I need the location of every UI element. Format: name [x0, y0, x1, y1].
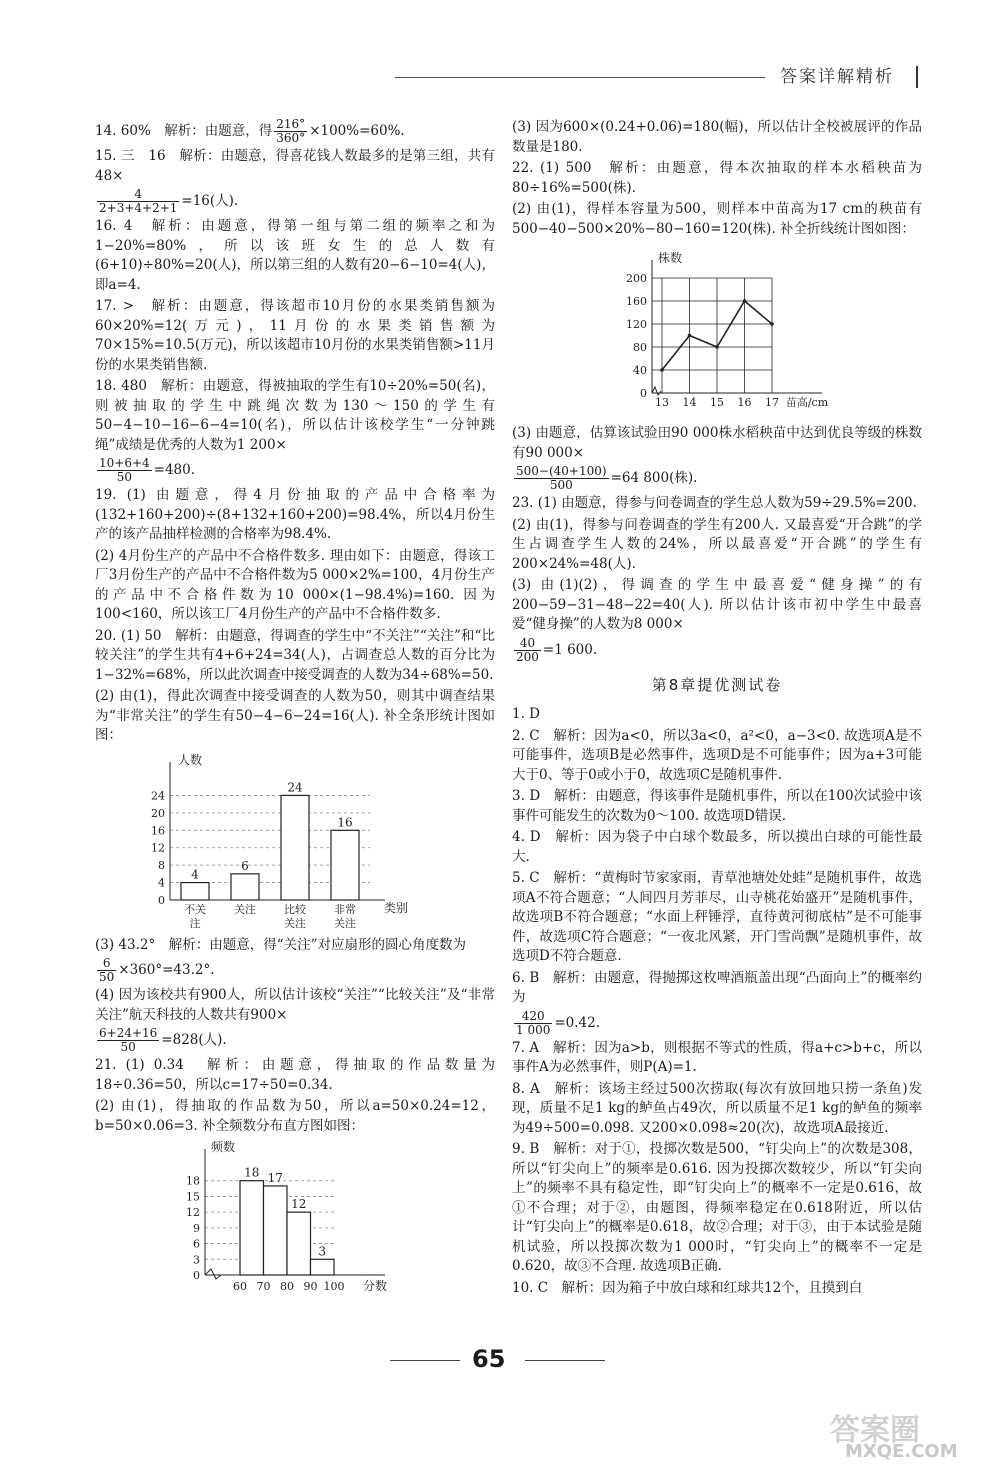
answer-text: =64 800(株).	[610, 470, 698, 486]
y-tick-label: 4	[158, 876, 165, 890]
y-tick-label: 20	[151, 806, 165, 820]
answer-text: 16. 4 解析：由题意，得第一组与第二组的频率之和为1−20%=80%，所以该班女生的总人数有(6+10)÷80%=20(人)，所以第三组的人数有20−6−10=4(人)，即a=4.	[95, 218, 495, 293]
answer-text: =16(人).	[181, 193, 239, 209]
fraction	[97, 188, 179, 215]
answer-r22c	[512, 424, 922, 463]
answer-a4	[512, 828, 922, 867]
answer-r22d	[512, 465, 922, 492]
answer-text: 1. D	[512, 706, 540, 722]
answer-p20e	[95, 986, 495, 1025]
y-tick-label: 16	[151, 823, 165, 837]
y-tick-label: 8	[158, 858, 165, 872]
fraction-numerator: 500−(40+100)	[516, 464, 607, 478]
bar-chart-attention	[95, 750, 409, 930]
page-number-line-right	[525, 1360, 605, 1361]
answer-p21b	[95, 1097, 495, 1136]
answer-r21c	[512, 118, 922, 157]
x-tick-label: 90	[303, 1280, 318, 1293]
answer-text: 22. (1) 500 解析：由题意，得本次抽取的样本水稻秧苗为80÷16%=500(株).	[512, 160, 922, 196]
answer-text: (3) 43.2° 解析：由题意，得“关注”对应扇形的圆心角度数为	[95, 936, 467, 953]
answer-text: ×100%=60%.	[309, 123, 405, 139]
y-axis-label: 株数	[658, 251, 683, 265]
y-tick-label: 6	[193, 1237, 200, 1251]
answer-p19b	[95, 547, 495, 625]
answer-text: (3) 由题意，估算该试验田90 000株水稻秧苗中达到优良等级的株数有90 000×	[512, 425, 922, 461]
answer-p16	[95, 217, 495, 295]
fraction-numerator: 6+24+16	[99, 1026, 158, 1040]
data-point	[770, 322, 774, 326]
y-tick-label: 0	[158, 893, 165, 907]
x-tick-label: 关注	[284, 916, 306, 930]
answer-text: (2) 由(1)，得参与问卷调查的学生有200人. 又最喜爱“开合跳”的学生占调查学生人数的24%，所以最喜爱“开合跳”的学生有200×24%=48(人).	[512, 516, 922, 572]
watermark-site: MXQE.COM	[845, 1441, 958, 1462]
y-tick-label: 12	[186, 1206, 200, 1220]
answer-a7	[512, 1039, 922, 1078]
x-tick-label: 关注	[334, 916, 356, 930]
answer-a9	[512, 1140, 922, 1277]
header-title: 答案详解精析	[780, 67, 894, 87]
answer-text: 17. > 解析：由题意，得该超市10月份的水果类销售额为60×20%=12(万元)，11月份的水果类销售额为70×15%=10.5(万元)，所以该超市10月份的水果类销售额>11月份的水果类销售额.	[95, 298, 495, 373]
fraction-numerator: 4	[97, 188, 179, 202]
answer-text: 14. 60% 解析：由题意，得	[95, 123, 273, 139]
answer-r22a	[512, 159, 922, 198]
answer-p19a	[95, 486, 495, 545]
answer-p20a	[95, 627, 495, 686]
answer-text: 19. (1) 由题意，得4月份抽取的产品中合格率为(132+160+200)÷(8+132+160+200)=98.4%，所以4月份生产的该产品抽样检测的合格率为98.4%.	[95, 487, 495, 542]
bar-value-label: 18	[244, 1165, 260, 1180]
answer-text: 7. A 解析：因为a>b，则根据不等式的性质，得a+c>b+c，所以事件A为必然事件，则P(A)=1.	[512, 1039, 922, 1075]
x-tick-label: 100	[323, 1280, 345, 1293]
fraction-numerator: 10+6+4	[99, 456, 150, 470]
watermark-logo: 答案圈	[830, 1413, 920, 1448]
fraction	[274, 118, 307, 145]
answer-p18	[95, 377, 495, 455]
answer-text: (2) 由(1)，得抽取的作品数为50，所以a=50×0.24=12，b=50×0.06=3. 补全频数分布直方图如图：	[95, 1098, 495, 1134]
line-chart-seedlings	[512, 243, 829, 418]
answer-a6b	[512, 1010, 922, 1037]
answer-r23b	[512, 516, 922, 575]
answer-text: 2. C 解析：因为a<0，所以3a<0，a²<0，a−3<0. 故选项A是不可能事件，选项B是必然事件，选项D是不可能事件；因为a+3可能大于0、等于0或小于0，故选项C是随机事件.	[512, 727, 922, 783]
data-point	[660, 368, 664, 372]
answer-p20d	[95, 957, 495, 984]
x-tick-label: 非常	[334, 902, 356, 916]
histogram-bar	[264, 1186, 288, 1275]
x-tick-label: 14	[682, 396, 697, 409]
fraction	[97, 457, 152, 484]
bar-value-label: 16	[337, 814, 353, 829]
answer-a3	[512, 787, 922, 826]
answer-text: 6. B 解析：由题意，得抛掷这枚啤酒瓶盖出现“凸面向上”的概率约为	[512, 969, 922, 1005]
header-line	[395, 77, 765, 78]
answer-p14	[95, 118, 495, 145]
y-tick-label: 12	[151, 841, 165, 855]
answer-text: =1 600.	[542, 641, 598, 658]
fraction-numerator: 216°	[276, 117, 306, 131]
y-tick-label: 160	[626, 295, 647, 308]
answer-r23c	[512, 576, 922, 635]
answer-p21a	[95, 1056, 495, 1095]
header-bar	[916, 66, 918, 88]
data-point	[715, 345, 719, 349]
answer-text: ×360°=43.2°.	[118, 962, 215, 978]
fraction	[514, 1010, 552, 1037]
answer-text: (3) 由(1)(2)，得调查的学生中最喜爱“健身操”的有200−59−31−48−22=40(人). 所以估计该市初中学生中最喜爱“健身操”的人数为8 000×	[512, 577, 922, 632]
data-point	[743, 299, 747, 303]
y-tick-label: 24	[151, 788, 165, 802]
y-tick-label: 120	[626, 318, 647, 331]
answer-r22b	[512, 200, 922, 239]
y-tick-label: 200	[626, 272, 647, 285]
y-tick-label: 0	[193, 1269, 200, 1282]
y-tick-label: 40	[633, 364, 647, 377]
answer-a10	[512, 1279, 922, 1299]
y-tick-label: 9	[193, 1221, 200, 1235]
answer-p20c	[95, 936, 495, 956]
x-tick-label: 15	[710, 396, 724, 409]
x-tick-label: 60	[233, 1280, 247, 1293]
answer-text: 20. (1) 50 解析：由题意，得调查的学生中“不关注”“关注”和“比较关注”的学生共有4+6+24=34(人)，占调查总人数的百分比为1−32%=68%，所以此次调查中接受调查的人数为34÷68%=50.	[95, 627, 495, 683]
answer-text: 3. D 解析：由题意，得该事件是随机事件，所以在100次试验中该事件可能发生的次数为0～100. 故选项D错误.	[512, 788, 922, 824]
answer-a2	[512, 727, 922, 786]
y-tick-label: 80	[633, 341, 647, 354]
fraction-numerator: 6	[97, 957, 116, 971]
x-axis-label: 苗高/cm	[785, 396, 829, 409]
page-number: 65	[472, 1345, 506, 1373]
answer-text: (2) 由(1)，得此次调查中接受调查的人数为50，则其中调查结果为“非常关注”的学生有50−4−6−24=16(人). 补全条形统计图如图：	[95, 688, 495, 743]
fraction-denominator: 1 000	[516, 1022, 551, 1037]
y-tick-label: 0	[640, 387, 647, 400]
x-tick-label: 70	[256, 1280, 271, 1293]
x-tick-label: 17	[765, 396, 779, 409]
x-tick-label: 13	[655, 396, 669, 409]
bar-value-label: 24	[287, 779, 303, 794]
x-tick-label: 不关	[184, 902, 206, 916]
answer-text: 10. C 解析：因为箱子中放白球和红球共12个，且摸到白	[512, 1279, 863, 1296]
fraction	[97, 957, 116, 984]
answer-text: 15. 三 16 解析：由题意，得喜花钱人数最多的是第三组，共有48×	[95, 148, 495, 184]
bar-value-label: 12	[291, 1197, 307, 1212]
answer-text: 21. (1) 0.34 解析：由题意，得抽取的作品数量为18÷0.36=50，所以c=17÷50=0.34.	[95, 1057, 495, 1093]
answer-text: 9. B 解析：对于①，投掷次数是500，“钉尖向上”的次数是308，所以“钉尖向上”的频率是0.616. 因为投掷次数较少，所以“钉尖向上”的频率不具有稳定性，即“钉尖向上”的概率不一定是0.616，故①不合理；对于②，由题图，得频率稳定在0.618附近，所以估计“钉尖向上”的概率是0.618，故②合理；对于③，由于本试验是随机试验，所以投掷次数为1 000时，“钉尖向上”的概率不一定是0.620，故③不合理. 故选项B正确.	[512, 1141, 922, 1274]
answer-p15b	[95, 188, 495, 215]
answer-a6	[512, 969, 922, 1008]
x-tick-label: 16	[737, 396, 752, 409]
page-number-line-left	[390, 1360, 460, 1361]
fraction	[97, 1027, 159, 1054]
bar	[181, 882, 209, 899]
fraction	[514, 637, 541, 664]
fraction-denominator: 2+3+4+2+1	[99, 201, 178, 215]
axis-break-mark	[652, 387, 661, 395]
fraction-denominator: 200	[516, 649, 539, 664]
answer-text: =0.42.	[554, 1014, 601, 1031]
answer-text: =828(人).	[161, 1032, 227, 1048]
answer-text: 23. (1) 由题意，得参与问卷调查的学生总人数为59÷29.5%=200.	[512, 495, 917, 511]
histogram-scores	[95, 1140, 395, 1300]
answer-r23a	[512, 494, 922, 514]
axis-break-mark	[205, 1269, 221, 1279]
answer-text: 5. C 解析：“黄梅时节家家雨，青草池塘处处蛙”是随机事件，故选项A不符合题意；“人间四月芳菲尽，山寺桃花始盛开”是随机事件，故选项B不符合题意；“水面上秤锤浮，直待黄河彻底枯”是不可能事件，故选项C符合题意；“一夜北风紧，开门雪尚飘”是随机事件，故选项D不符合题意.	[512, 870, 922, 964]
answer-p20b	[95, 687, 495, 746]
data-point	[688, 334, 692, 338]
bar	[231, 873, 259, 899]
fraction-denominator: 50	[99, 970, 115, 984]
x-axis-label: 分数	[362, 1279, 388, 1293]
answer-a8	[512, 1080, 922, 1139]
y-axis-label: 频数	[211, 1140, 236, 1154]
answer-text: (2) 4月份生产的产品中不合格件数多. 理由如下：由题意，得该工厂3月份生产的产品中不合格件数为5 000×2%=100，4月份生产的产品中不合格件数为10 000×(1−98.4%)=160. 因为100<160，所以该工厂4月份生产的产品中不合格件数多.	[95, 547, 495, 622]
bar-value-label: 4	[191, 867, 199, 882]
answer-a1	[512, 705, 922, 725]
answer-text: (2) 由(1)，得样本容量为500，则样本中苗高为17 cm的秧苗有500−40−500×20%−80−160=120(株). 补全折线统计图如图：	[512, 201, 922, 237]
fraction-numerator: 420	[514, 1010, 552, 1024]
answer-p15a	[95, 147, 495, 186]
bar	[331, 830, 359, 900]
histogram-bar	[311, 1259, 335, 1275]
answer-text: (3) 因为600×(0.24+0.06)=180(幅)，所以估计全校被展评的作品数量是180.	[512, 119, 922, 155]
fraction-denominator: 50	[116, 470, 132, 484]
answer-text: (4) 因为该校共有900人，所以估计该校“关注”“比较关注”及“非常关注”航天科技的人数共有900×	[95, 987, 495, 1023]
answer-a5	[512, 869, 922, 967]
y-tick-label: 15	[186, 1190, 200, 1204]
fraction	[514, 465, 609, 492]
answer-p20f	[95, 1027, 495, 1054]
section-title: 第8章提优测试卷	[651, 675, 783, 694]
answer-p17	[95, 297, 495, 375]
x-tick-label: 关注	[234, 902, 256, 916]
answer-text: 18. 480 解析：由题意，得被抽取的学生有10÷20%=50(名)，则被抽取的学生中跳绳次数为130～150的学生有50−4−10−16−6−4=10(名)，所以估计该校学生“一分钟跳绳”成绩是优秀的人数为1 200×	[95, 378, 495, 453]
fraction-numerator: 40	[514, 637, 541, 651]
bar-value-label: 3	[318, 1244, 327, 1259]
y-axis-label: 人数	[178, 752, 203, 767]
left-column	[95, 118, 495, 1306]
x-tick-label: 比较	[284, 902, 306, 916]
answer-text: 4. D 解析：因为袋子中白球个数最多，所以摸出白球的可能性最大.	[512, 829, 922, 865]
fraction-denominator: 50	[120, 1040, 136, 1054]
histogram-bar	[287, 1212, 311, 1275]
answer-text: =480.	[153, 462, 196, 478]
answer-p18b	[95, 457, 495, 484]
answer-text: 8. A 解析：该场主经过500次捞取(每次有放回地只捞一条鱼)发现，质量不足1 kg的鲈鱼占49次，所以质量不足1 kg的鲈鱼的频率为49÷500=0.098. 又200×0.098≈20(次)，故选项A最接近.	[512, 1080, 922, 1136]
answer-r23d	[512, 637, 922, 664]
bar-value-label: 6	[241, 858, 249, 873]
right-column	[512, 118, 922, 1300]
y-tick-label: 18	[186, 1174, 200, 1188]
x-tick-label: 注	[189, 916, 201, 930]
fraction-denominator: 360°	[276, 131, 306, 145]
fraction-denominator: 500	[549, 478, 573, 492]
y-tick-label: 3	[193, 1253, 200, 1267]
x-tick-label: 80	[280, 1280, 294, 1293]
bar-value-label: 17	[267, 1170, 283, 1185]
histogram-bar	[240, 1181, 264, 1275]
bar	[281, 795, 309, 900]
x-axis-label: 类别	[383, 900, 409, 915]
